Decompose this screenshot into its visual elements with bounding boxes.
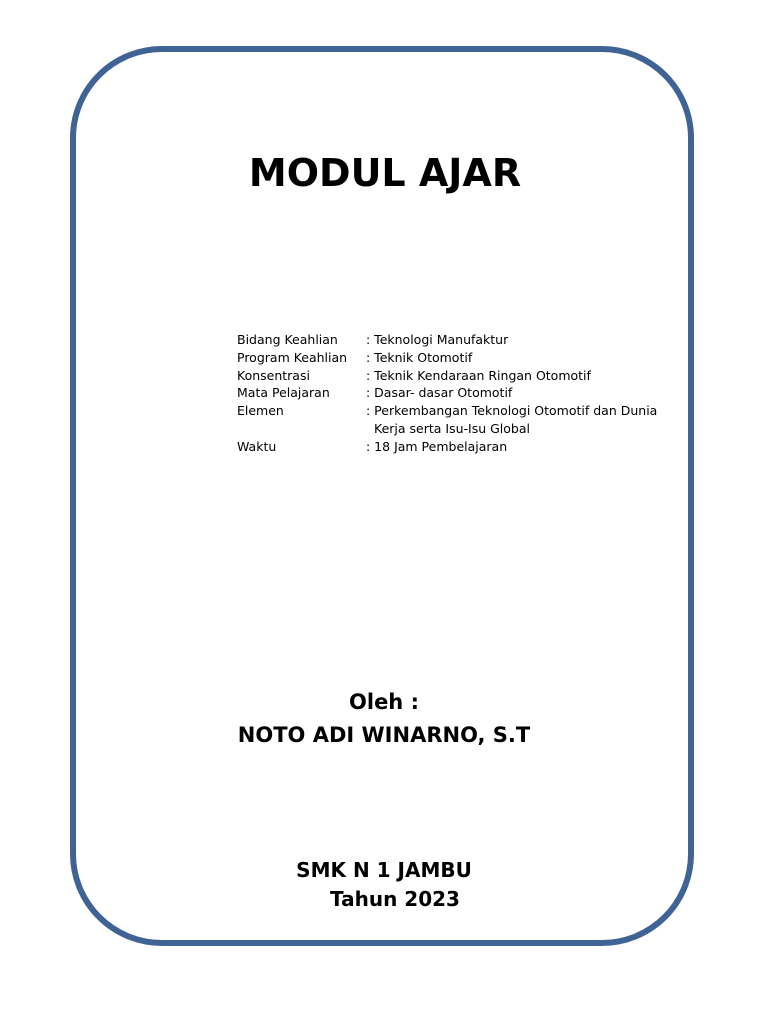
- year-label: Tahun 2023: [330, 887, 460, 911]
- info-label: Bidang Keahlian: [237, 332, 338, 347]
- school-block: [0, 856, 768, 914]
- info-label: Konsentrasi: [237, 367, 310, 383]
- info-label: Program Keahlian: [237, 349, 348, 365]
- info-value: : Perkembangan Teknologi Otomotif dan Dunia: [366, 403, 658, 419]
- info-value-continuation: Kerja serta Isu-Isu Global: [374, 420, 530, 436]
- info-value: : Teknik Otomotif: [366, 349, 473, 365]
- info-value-multiline: [366, 402, 677, 438]
- info-value: : Teknik Kendaraan Ringan Otomotif: [366, 367, 591, 383]
- info-table: [237, 331, 677, 456]
- by-label: Oleh :: [349, 690, 419, 714]
- info-row-konsentrasi: [237, 367, 677, 385]
- document-title: MODUL AJAR: [248, 151, 522, 195]
- author-block: [0, 686, 768, 752]
- info-label: Waktu: [237, 438, 277, 454]
- info-row-mata-pelajaran: [237, 384, 677, 402]
- info-row-waktu: [237, 438, 677, 456]
- info-value: : Teknologi Manufaktur: [366, 332, 509, 347]
- info-label: Elemen: [237, 403, 284, 419]
- author-name: NOTO ADI WINARNO, S.T: [237, 723, 531, 747]
- info-value: : 18 Jam Pembelajaran: [366, 438, 508, 454]
- school-name: SMK N 1 JAMBU: [296, 858, 472, 882]
- info-row-elemen: [237, 402, 677, 438]
- info-label: Mata Pelajaran: [237, 385, 330, 401]
- info-row-program-keahlian: [237, 349, 677, 367]
- info-value: : Dasar- dasar Otomotif: [366, 385, 513, 401]
- info-row-bidang-keahlian: [237, 331, 677, 349]
